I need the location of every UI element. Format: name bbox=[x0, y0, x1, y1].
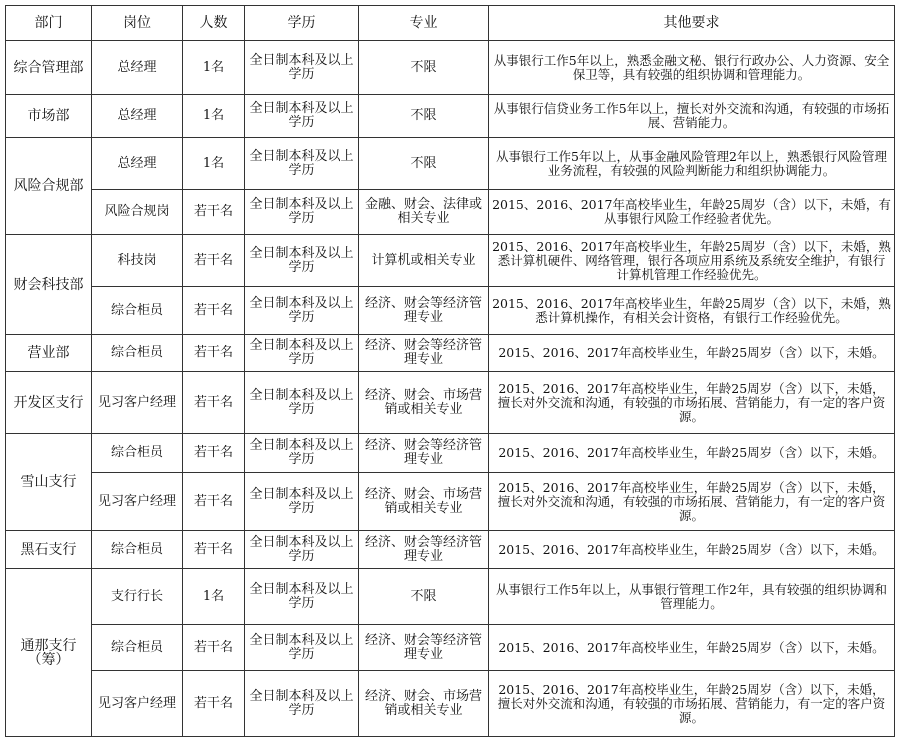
requirements-cell: 2015、2016、2017年高校毕业生，年龄25周岁（含）以下，未婚。 bbox=[489, 531, 895, 569]
education-cell: 全日制本科及以上学历 bbox=[245, 287, 359, 335]
requirements-cell: 2015、2016、2017年高校毕业生，年龄25周岁（含）以下，未婚。 bbox=[489, 434, 895, 473]
major-cell: 经济、财会等经济管理专业 bbox=[359, 434, 489, 473]
major-cell: 经济、财会等经济管理专业 bbox=[359, 531, 489, 569]
table-row bbox=[6, 335, 895, 372]
education-cell: 全日制本科及以上学历 bbox=[245, 335, 359, 372]
education-cell: 全日制本科及以上学历 bbox=[245, 473, 359, 531]
requirements-cell: 2015、2016、2017年高校毕业生，年龄25周岁（含）以下，未婚，熟悉计算机操作，有相关会计资格，有银行工作经验优先。 bbox=[489, 287, 895, 335]
requirements-cell: 2015、2016、2017年高校毕业生，年龄25周岁（含）以下，未婚，有从事银行风险工作经验者优先。 bbox=[489, 190, 895, 235]
requirements-cell: 2015、2016、2017年高校毕业生，年龄25周岁（含）以下，未婚， 擅长对外交流和沟通，有较强的市场拓展、营销能力，有一定的客户资源。 bbox=[489, 372, 895, 434]
dept-cell: 综合管理部 bbox=[6, 41, 92, 95]
major-cell: 经济、财会等经济管理专业 bbox=[359, 335, 489, 372]
requirements-cell: 从事银行工作5年以上，从事金融风险管理2年以上，熟悉银行风险管理业务流程，有较强的风险判断能力和组织协调能力。 bbox=[489, 138, 895, 190]
table-row bbox=[6, 138, 895, 190]
header-dept: 部门 bbox=[6, 6, 92, 41]
count-cell: 若干名 bbox=[183, 434, 245, 473]
major-cell: 计算机或相关专业 bbox=[359, 235, 489, 287]
education-cell: 全日制本科及以上学历 bbox=[245, 235, 359, 287]
table-row bbox=[6, 95, 895, 138]
position-cell: 总经理 bbox=[92, 95, 183, 138]
table-row bbox=[6, 569, 895, 625]
header-count: 人数 bbox=[183, 6, 245, 41]
education-cell: 全日制本科及以上学历 bbox=[245, 531, 359, 569]
education-cell: 全日制本科及以上学历 bbox=[245, 372, 359, 434]
position-cell: 风险合规岗 bbox=[92, 190, 183, 235]
dept-cell: 营业部 bbox=[6, 335, 92, 372]
count-cell: 若干名 bbox=[183, 473, 245, 531]
dept-cell: 开发区支行 bbox=[6, 372, 92, 434]
education-cell: 全日制本科及以上学历 bbox=[245, 95, 359, 138]
count-cell: 若干名 bbox=[183, 190, 245, 235]
major-cell: 经济、财会等经济管理专业 bbox=[359, 625, 489, 671]
count-cell: 若干名 bbox=[183, 625, 245, 671]
major-cell: 不限 bbox=[359, 138, 489, 190]
recruitment-table bbox=[5, 5, 895, 737]
position-cell: 见习客户经理 bbox=[92, 671, 183, 737]
dept-cell: 黑石支行 bbox=[6, 531, 92, 569]
count-cell: 若干名 bbox=[183, 235, 245, 287]
major-cell: 经济、财会、市场营销或相关专业 bbox=[359, 473, 489, 531]
table-row bbox=[6, 625, 895, 671]
major-cell: 不限 bbox=[359, 95, 489, 138]
dept-cell: 市场部 bbox=[6, 95, 92, 138]
table-row bbox=[6, 473, 895, 531]
position-cell: 综合柜员 bbox=[92, 434, 183, 473]
count-cell: 若干名 bbox=[183, 671, 245, 737]
requirements-cell: 2015、2016、2017年高校毕业生，年龄25周岁（含）以下，未婚，熟悉计算机硬件、网络管理，银行各项应用系统及系统安全维护，有银行计算机管理工作经验优先。 bbox=[489, 235, 895, 287]
count-cell: 1名 bbox=[183, 138, 245, 190]
education-cell: 全日制本科及以上学历 bbox=[245, 138, 359, 190]
requirements-cell: 从事银行信贷业务工作5年以上，擅长对外交流和沟通，有较强的市场拓展、营销能力。 bbox=[489, 95, 895, 138]
header-major: 专业 bbox=[359, 6, 489, 41]
major-cell: 金融、财会、法律或相关专业 bbox=[359, 190, 489, 235]
requirements-cell: 2015、2016、2017年高校毕业生，年龄25周岁（含）以下，未婚， 擅长对外交流和沟通，有较强的市场拓展、营销能力，有一定的客户资源。 bbox=[489, 473, 895, 531]
count-cell: 若干名 bbox=[183, 335, 245, 372]
major-cell: 经济、财会、市场营销或相关专业 bbox=[359, 671, 489, 737]
position-cell: 综合柜员 bbox=[92, 287, 183, 335]
position-cell: 综合柜员 bbox=[92, 335, 183, 372]
position-cell: 科技岗 bbox=[92, 235, 183, 287]
requirements-cell: 2015、2016、2017年高校毕业生，年龄25周岁（含）以下，未婚。 bbox=[489, 625, 895, 671]
header-row bbox=[6, 6, 895, 41]
count-cell: 1名 bbox=[183, 95, 245, 138]
header-education: 学历 bbox=[245, 6, 359, 41]
education-cell: 全日制本科及以上学历 bbox=[245, 671, 359, 737]
major-cell: 经济、财会、市场营销或相关专业 bbox=[359, 372, 489, 434]
table-row bbox=[6, 434, 895, 473]
major-cell: 经济、财会等经济管理专业 bbox=[359, 287, 489, 335]
count-cell: 若干名 bbox=[183, 372, 245, 434]
position-cell: 综合柜员 bbox=[92, 531, 183, 569]
table-row bbox=[6, 235, 895, 287]
dept-cell: 雪山支行 bbox=[6, 434, 92, 531]
requirements-cell: 2015、2016、2017年高校毕业生，年龄25周岁（含）以下，未婚， 擅长对外交流和沟通，有较强的市场拓展、营销能力，有一定的客户资源。 bbox=[489, 671, 895, 737]
table-row bbox=[6, 41, 895, 95]
requirements-cell: 2015、2016、2017年高校毕业生，年龄25周岁（含）以下，未婚。 bbox=[489, 335, 895, 372]
table-row bbox=[6, 531, 895, 569]
header-other-requirements: 其他要求 bbox=[489, 6, 895, 41]
major-cell: 不限 bbox=[359, 569, 489, 625]
position-cell: 总经理 bbox=[92, 138, 183, 190]
education-cell: 全日制本科及以上学历 bbox=[245, 41, 359, 95]
major-cell: 不限 bbox=[359, 41, 489, 95]
education-cell: 全日制本科及以上学历 bbox=[245, 569, 359, 625]
position-cell: 总经理 bbox=[92, 41, 183, 95]
dept-cell: 通那支行（筹） bbox=[6, 569, 92, 737]
count-cell: 若干名 bbox=[183, 531, 245, 569]
table-row bbox=[6, 372, 895, 434]
table-row bbox=[6, 190, 895, 235]
education-cell: 全日制本科及以上学历 bbox=[245, 625, 359, 671]
position-cell: 支行行长 bbox=[92, 569, 183, 625]
count-cell: 1名 bbox=[183, 41, 245, 95]
position-cell: 见习客户经理 bbox=[92, 372, 183, 434]
dept-cell: 财会科技部 bbox=[6, 235, 92, 335]
requirements-cell: 从事银行工作5年以上，从事银行管理工作2年，具有较强的组织协调和管理能力。 bbox=[489, 569, 895, 625]
count-cell: 若干名 bbox=[183, 287, 245, 335]
position-cell: 综合柜员 bbox=[92, 625, 183, 671]
requirements-cell: 从事银行工作5年以上，熟悉金融文秘、银行行政办公、人力资源、安全保卫等，具有较强的组织协调和管理能力。 bbox=[489, 41, 895, 95]
dept-cell: 风险合规部 bbox=[6, 138, 92, 235]
table-row bbox=[6, 671, 895, 737]
education-cell: 全日制本科及以上学历 bbox=[245, 434, 359, 473]
table-row bbox=[6, 287, 895, 335]
position-cell: 见习客户经理 bbox=[92, 473, 183, 531]
education-cell: 全日制本科及以上学历 bbox=[245, 190, 359, 235]
header-position: 岗位 bbox=[92, 6, 183, 41]
count-cell: 1名 bbox=[183, 569, 245, 625]
